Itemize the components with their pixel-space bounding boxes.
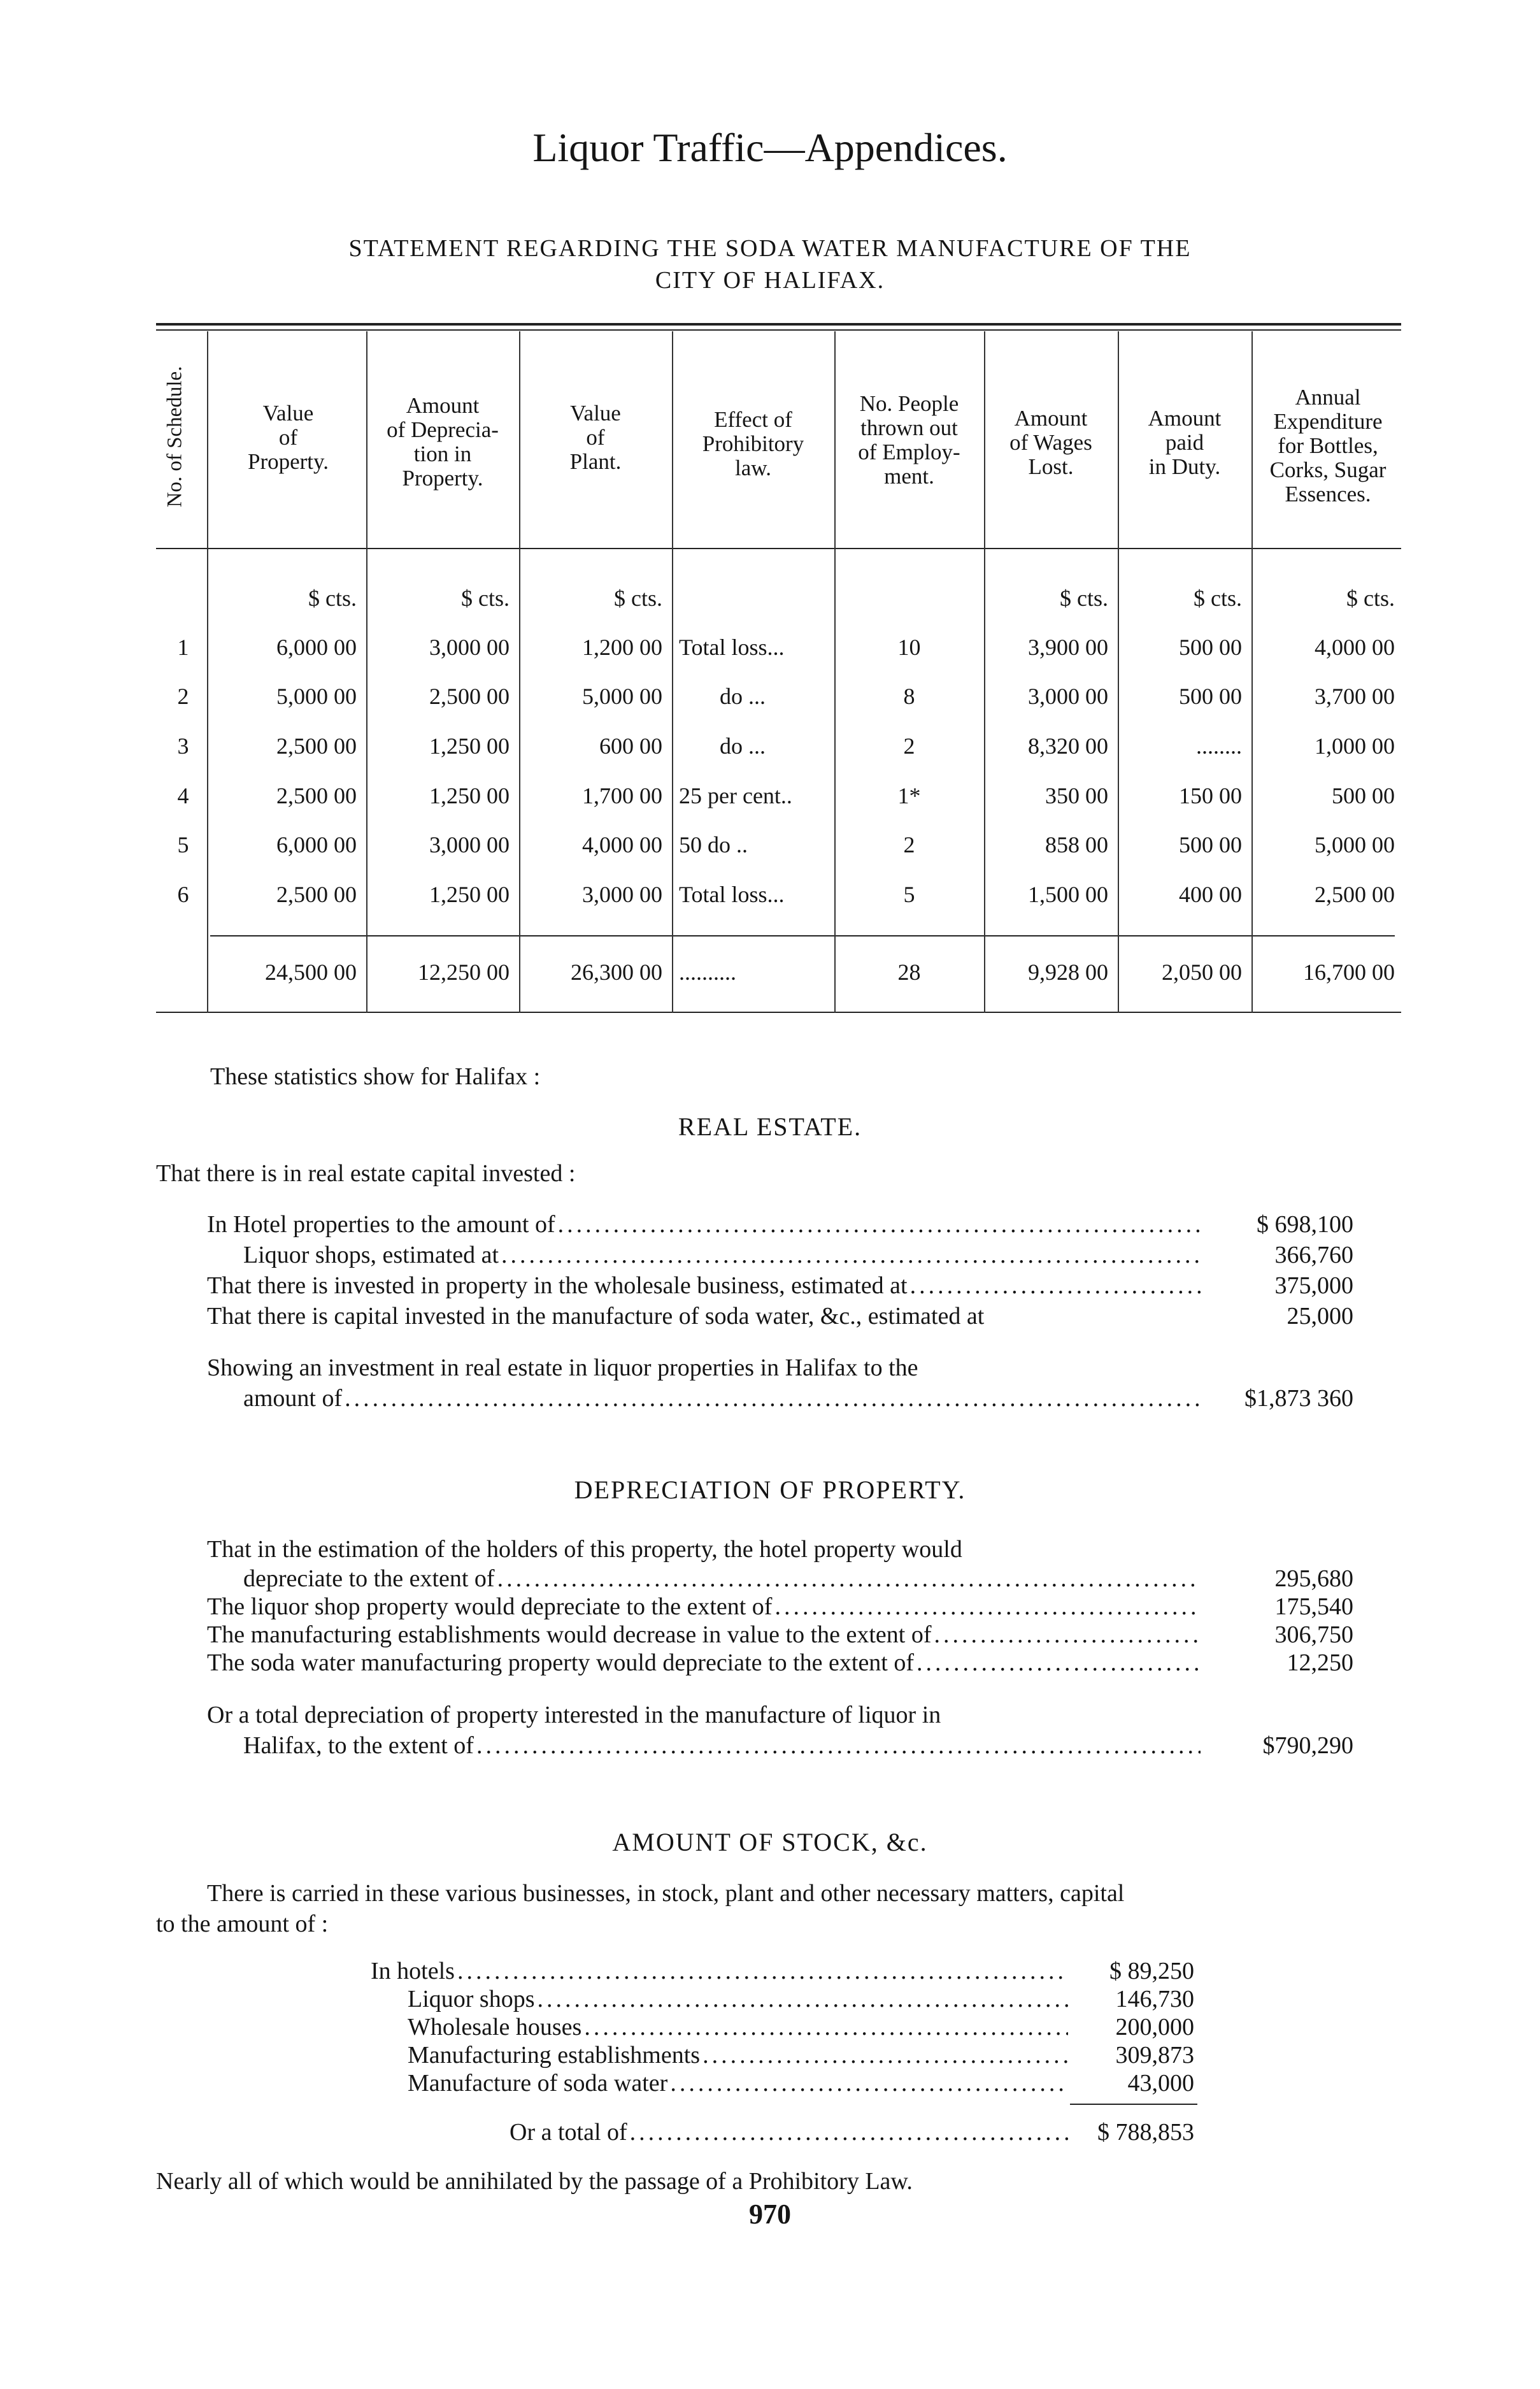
list-item: In hotels ..... <box>371 1957 1068 1985</box>
total-depreciation: 12,250 00 <box>418 959 510 985</box>
statement-subtitle: STATEMENT REGARDING THE SODA WATER MANUFACTURE OF THE <box>348 235 1192 262</box>
wages-cell: 8,320 00 <box>1028 733 1108 759</box>
depreciation-cell: 3,000 00 <box>429 832 510 857</box>
totals-rule <box>210 935 1395 936</box>
depreciation-total-amount: $790,290 <box>1262 1732 1353 1759</box>
value-property-cell: 6,000 00 <box>276 635 357 660</box>
list-item: The liquor shop property would depreciate to the extent of ..... <box>207 1593 1201 1621</box>
value-plant-cell: 3,000 00 <box>582 882 662 907</box>
list-item: Liquor shops, estimated at ..... <box>243 1241 1201 1269</box>
header-wages: Amount of Wages Lost. <box>1009 406 1092 479</box>
statement-subtitle-city: CITY OF HALIFAX. <box>655 267 885 294</box>
amount-value: 295,680 <box>1274 1565 1353 1592</box>
schedule-number: 4 <box>177 783 189 808</box>
depreciation-heading: DEPRECIATION OF PROPERTY. <box>574 1475 966 1504</box>
header-value-property: Value of Property. <box>247 401 329 474</box>
list-item: That there is invested in property in the wholesale business, estimated at ..... <box>207 1272 1201 1300</box>
effect-cell: do ... <box>720 733 766 759</box>
amount-value: $ 89,250 <box>1109 1958 1194 1984</box>
depreciation-cell: 1,250 00 <box>429 733 510 759</box>
page-title: Liquor Traffic—Appendices. <box>532 125 1008 170</box>
header-duty: Amount paid in Duty. <box>1148 406 1222 479</box>
real-estate-summary: Showing an investment in real estate in liquor properties in Halifax to the <box>207 1354 918 1381</box>
stock-lead: There is carried in these various businesses, in stock, plant and other necessary matters, capital <box>207 1880 1125 1907</box>
depreciation-cell: 1,250 00 <box>429 882 510 907</box>
schedule-number: 3 <box>177 733 189 759</box>
stock-sum-rule <box>1070 2104 1197 2105</box>
amount-value: 146,730 <box>1115 1986 1194 2012</box>
wages-cell: 1,500 00 <box>1028 882 1108 907</box>
effect-cell: 25 per cent.. <box>679 783 792 808</box>
intro-text: These statistics show for Halifax : <box>210 1063 541 1090</box>
total-value-plant: 26,300 00 <box>571 959 662 985</box>
list-item: Or a total of ..... <box>510 2118 1068 2146</box>
depreciation-cell: 1,250 00 <box>429 783 510 808</box>
list-item: Manufacturing establishments ..... <box>408 2041 1068 2069</box>
people-cell: 2 <box>903 733 915 759</box>
amount-value: 12,250 <box>1287 1649 1353 1676</box>
effect-cell: 50 do .. <box>679 832 748 857</box>
list-item: Manufacture of soda water ..... <box>408 2069 1068 2097</box>
value-property-cell: 2,500 00 <box>276 783 357 808</box>
schedule-number: 1 <box>177 635 189 660</box>
summary-amount: $1,873 360 <box>1244 1385 1353 1412</box>
total-value-property: 24,500 00 <box>265 959 357 985</box>
people-cell: 10 <box>897 635 921 660</box>
value-property-cell: 2,500 00 <box>276 882 357 907</box>
stock-total-amount: $ 788,853 <box>1097 2119 1194 2146</box>
value-plant-cell: 5,000 00 <box>582 684 662 709</box>
page-number: 970 <box>749 2199 791 2230</box>
duty-cell: 500 00 <box>1179 684 1242 709</box>
stock-lead-cont: to the amount of : <box>156 1911 329 1937</box>
real-estate-heading: REAL ESTATE. <box>678 1112 862 1141</box>
value-property-cell: 5,000 00 <box>276 684 357 709</box>
value-plant-cell: 4,000 00 <box>582 832 662 857</box>
value-property-cell: 2,500 00 <box>276 733 357 759</box>
list-item: The soda water manufacturing property would depreciate to the extent of ..... <box>207 1649 1201 1677</box>
people-cell: 8 <box>903 684 915 709</box>
total-wages: 9,928 00 <box>1028 959 1108 985</box>
total-expenditure: 16,700 00 <box>1303 959 1395 985</box>
wages-cell: 3,000 00 <box>1028 684 1108 709</box>
real-estate-lead: That there is in real estate capital invested : <box>156 1160 576 1187</box>
amount-value: 200,000 <box>1115 2014 1194 2041</box>
amount-value: 306,750 <box>1274 1621 1353 1648</box>
amount-value: $ 698,100 <box>1257 1211 1353 1238</box>
wages-cell: 350 00 <box>1045 783 1108 808</box>
value-plant-cell: 1,200 00 <box>582 635 662 660</box>
depreciation-total-text: Or a total depreciation of property interested in the manufacture of liquor in <box>207 1702 941 1728</box>
value-plant-cell: 600 00 <box>599 733 662 759</box>
list-item: Wholesale houses ..... <box>408 2013 1068 2041</box>
schedule-number: 5 <box>177 832 189 857</box>
header-effect: Effect of Prohibitory law. <box>702 407 804 480</box>
duty-cell: 400 00 <box>1179 882 1242 907</box>
duty-cell: ........ <box>1196 733 1242 759</box>
people-cell: 1* <box>897 783 921 808</box>
table-top-rule <box>156 323 1401 326</box>
expenditure-cell: 3,700 00 <box>1315 684 1395 709</box>
duty-cell: 500 00 <box>1179 635 1242 660</box>
header-expenditure: Annual Expenditure for Bottles, Corks, Sugar Essences. <box>1269 385 1387 506</box>
expenditure-cell: 2,500 00 <box>1315 882 1395 907</box>
effect-cell: Total loss... <box>679 882 785 907</box>
list-item: The manufacturing establishments would decrease in value to the extent of ..... <box>207 1621 1201 1649</box>
expenditure-cell: 1,000 00 <box>1315 733 1395 759</box>
unit-label: $ cts. <box>614 585 662 611</box>
amount-value: 366,760 <box>1274 1242 1353 1268</box>
unit-label: $ cts. <box>1060 585 1108 611</box>
column-divider <box>207 331 208 1013</box>
amount-value: 25,000 <box>1287 1303 1353 1330</box>
unit-label: $ cts. <box>308 585 357 611</box>
unit-label: $ cts. <box>1346 585 1395 611</box>
total-duty: 2,050 00 <box>1162 959 1242 985</box>
amount-value: 309,873 <box>1115 2042 1194 2069</box>
header-bottom-rule <box>156 548 1401 549</box>
depreciation-cell: 2,500 00 <box>429 684 510 709</box>
list-item: depreciate to the extent of ..... <box>243 1565 1201 1593</box>
list-item: That there is capital invested in the manufacture of soda water, &c., estimated at <box>207 1303 985 1330</box>
people-cell: 5 <box>903 882 915 907</box>
table-bottom-rule <box>156 1012 1401 1013</box>
unit-label: $ cts. <box>461 585 510 611</box>
effect-cell: Total loss... <box>679 635 785 660</box>
wages-cell: 3,900 00 <box>1028 635 1108 660</box>
header-schedule: No. of Schedule. <box>163 366 187 507</box>
amount-value: 375,000 <box>1274 1272 1353 1299</box>
stock-heading: AMOUNT OF STOCK, &c. <box>612 1828 928 1856</box>
list-item: amount of ..... <box>243 1384 1201 1412</box>
people-cell: 2 <box>903 832 915 857</box>
closing-statement: Nearly all of which would be annihilated by the passage of a Prohibitory Law. <box>156 2168 913 2195</box>
header-value-plant: Value of Plant. <box>569 401 622 474</box>
list-item: Liquor shops ..... <box>408 1985 1068 2013</box>
value-property-cell: 6,000 00 <box>276 832 357 857</box>
total-people: 28 <box>897 959 921 985</box>
expenditure-cell: 500 00 <box>1332 783 1395 808</box>
expenditure-cell: 4,000 00 <box>1315 635 1395 660</box>
expenditure-cell: 5,000 00 <box>1315 832 1395 857</box>
amount-value: 43,000 <box>1127 2070 1194 2097</box>
duty-cell: 500 00 <box>1179 832 1242 857</box>
list-item: Halifax, to the extent of ..... <box>243 1732 1201 1760</box>
unit-label: $ cts. <box>1194 585 1242 611</box>
effect-cell: do ... <box>720 684 766 709</box>
depreciation-cell: 3,000 00 <box>429 635 510 660</box>
duty-cell: 150 00 <box>1179 783 1242 808</box>
schedule-number: 2 <box>177 684 189 709</box>
total-effect: .......... <box>679 959 736 985</box>
header-people: No. People thrown out of Employ- ment. <box>858 391 960 489</box>
amount-value: 175,540 <box>1274 1593 1353 1620</box>
schedule-number: 6 <box>177 882 189 907</box>
value-plant-cell: 1,700 00 <box>582 783 662 808</box>
list-item: In Hotel properties to the amount of ..... <box>207 1210 1201 1238</box>
depreciation-lead: That in the estimation of the holders of this property, the hotel property would <box>207 1536 962 1563</box>
wages-cell: 858 00 <box>1045 832 1108 857</box>
table-top-rule-thin <box>156 329 1401 331</box>
header-depreciation: Amount of Deprecia- tion in Property. <box>387 393 499 491</box>
